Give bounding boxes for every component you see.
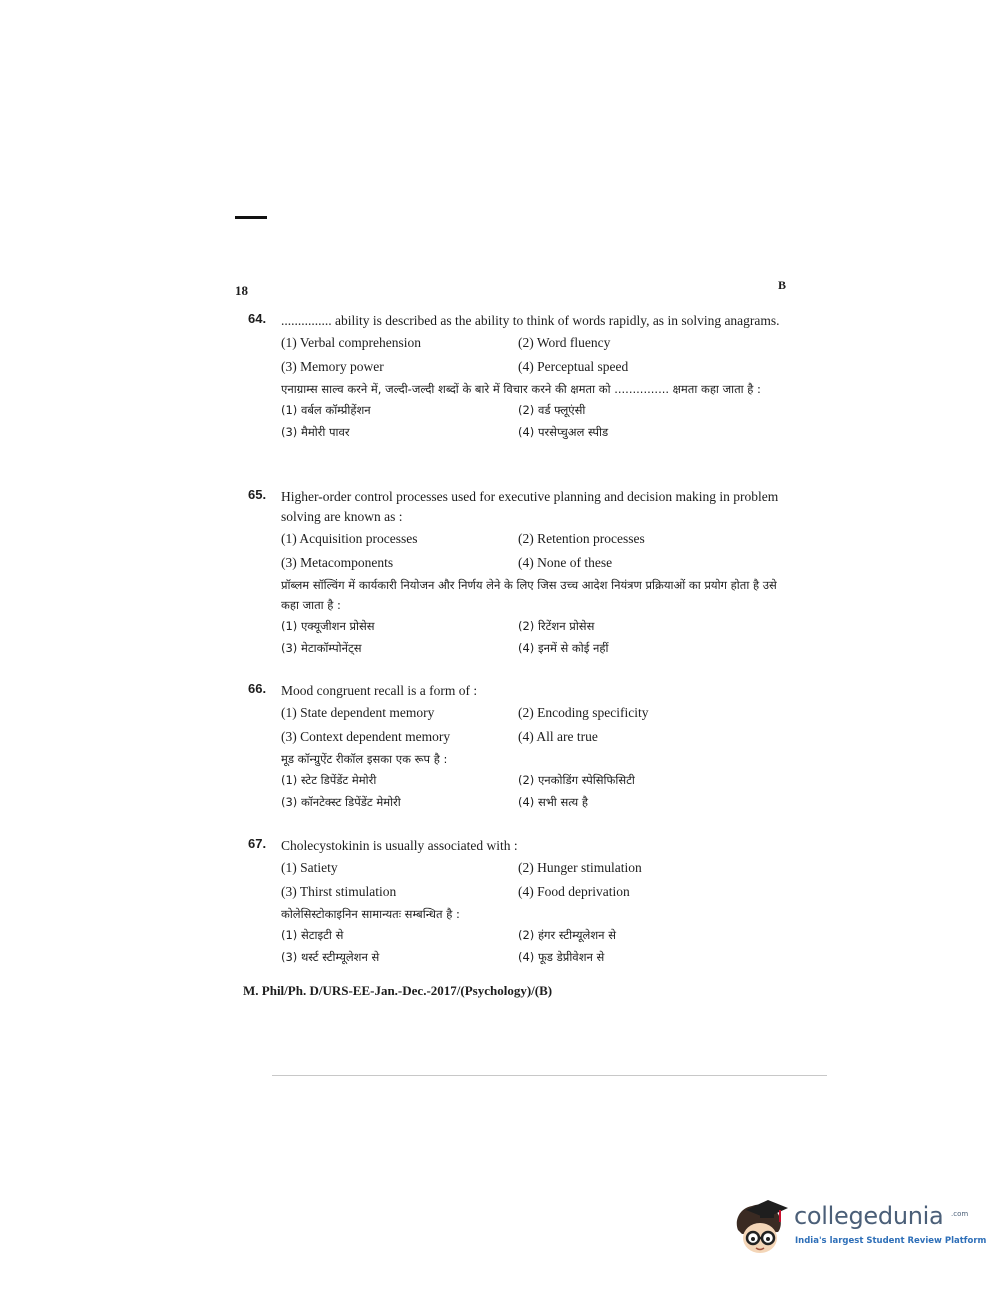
option-4: (4) Food deprivation <box>518 884 630 899</box>
option-2-hi: (2) हंगर स्टीम्यूलेशन से <box>518 928 616 942</box>
question-text-hi: मूड कॉन्ग्रुऐंट रीकॉल इसका एक रूप है : <box>281 752 448 766</box>
question-65 <box>248 487 788 659</box>
option-4-hi: (4) इनमें से कोई नहीं <box>518 641 609 655</box>
option-1: (1) Acquisition processes <box>281 531 418 546</box>
brand-domain-suffix: .com <box>951 1210 969 1218</box>
option-3-hi: (3) मैमोरी पावर <box>281 425 350 439</box>
question-text-hi: प्रॉब्लम सॉल्विंग में कार्यकारी नियोजन और निर्णय लेने के लिए जिस उच्च आदेश नियंत्रण प्रक्रियाओं का प्रयोग होता है उसे कहा जाता है : <box>281 578 777 612</box>
collegedunia-watermark <box>732 1196 987 1266</box>
question-64 <box>248 311 788 443</box>
options-en <box>281 701 788 749</box>
paper-code-footer: M. Phil/Ph. D/URS-EE-Jan.-Dec.-2017/(Psychology)/(B) <box>243 983 553 998</box>
brand-tagline: India's largest Student Review Platform <box>795 1236 987 1246</box>
options-hi <box>281 924 788 968</box>
option-1-hi: (1) स्टेट डिपेंडेंट मेमोरी <box>281 773 377 787</box>
option-3: (3) Memory power <box>281 359 384 374</box>
option-3: (3) Context dependent memory <box>281 729 451 744</box>
option-2-hi: (2) रिटेंशन प्रोसेस <box>518 619 595 633</box>
options-hi <box>281 399 788 443</box>
option-1-hi: (1) वर्बल कॉम्प्रीहेंशन <box>281 403 371 417</box>
option-1-hi: (1) एक्यूजीशन प्रोसेस <box>281 619 375 633</box>
question-text-en: Higher-order control processes used for executive planning and decision making in problem solving are known as : <box>281 489 779 524</box>
option-2: (2) Hunger stimulation <box>518 860 642 875</box>
option-2: (2) Word fluency <box>518 335 611 350</box>
top-rule <box>235 216 267 219</box>
bottom-rule <box>272 1075 827 1076</box>
student-mascot-icon <box>732 1196 790 1258</box>
option-2-hi: (2) एनकोडिंग स्पेसिफिसिटी <box>518 773 635 787</box>
question-text-en: Cholecystokinin is usually associated with : <box>281 838 518 853</box>
option-1-hi: (1) सेटाइटी से <box>281 928 344 942</box>
option-3: (3) Thirst stimulation <box>281 884 397 899</box>
question-text-hi: कोलेसिस्टोकाइनिन सामान्यतः सम्बन्धित है : <box>281 907 460 921</box>
set-code: B <box>778 278 787 292</box>
option-4: (4) None of these <box>518 555 613 570</box>
option-2-hi: (2) वर्ड फ्लूएंसी <box>518 403 586 417</box>
question-text-hi: एनाग्राम्स साल्व करने में, जल्दी-जल्दी शब्दों के बारे में विचार करने की क्षमता को ............... क्षमता कहा जाता है : <box>281 382 761 396</box>
question-number: 64. <box>248 311 267 326</box>
options-en <box>281 331 788 379</box>
option-3-hi: (3) कॉनटेक्स्ट डिपेंडेंट मेमोरी <box>281 795 401 809</box>
option-3-hi: (3) मेटाकॉम्पोनेंट्स <box>281 641 362 655</box>
option-4: (4) All are true <box>518 729 598 744</box>
options-hi <box>281 769 788 813</box>
question-67 <box>248 836 788 968</box>
question-number: 67. <box>248 836 267 851</box>
question-66 <box>248 681 788 813</box>
option-4: (4) Perceptual speed <box>518 359 629 374</box>
option-2: (2) Encoding specificity <box>518 705 649 720</box>
question-text-en: Mood congruent recall is a form of : <box>281 683 478 698</box>
option-1: (1) Satiety <box>281 860 338 875</box>
question-number: 66. <box>248 681 267 696</box>
option-1: (1) Verbal comprehension <box>281 335 421 350</box>
page-number: 18 <box>235 283 248 298</box>
option-1: (1) State dependent memory <box>281 705 435 720</box>
option-3-hi: (3) थर्स्ट स्टीम्यूलेशन से <box>281 950 380 964</box>
brand-name: collegedunia <box>794 1202 944 1230</box>
option-4-hi: (4) फूड डेप्रीवेशन से <box>518 950 605 964</box>
option-4-hi: (4) परसेप्चुअल स्पीड <box>518 425 609 439</box>
option-2: (2) Retention processes <box>518 531 645 546</box>
options-hi <box>281 615 788 659</box>
options-en <box>281 856 788 904</box>
question-text-en: ............... ability is described as the ability to think of words rapidly, as in solving anagrams. <box>281 313 780 328</box>
option-4-hi: (4) सभी सत्य है <box>518 795 588 809</box>
options-en <box>281 527 788 575</box>
option-3: (3) Metacomponents <box>281 555 394 570</box>
question-number: 65. <box>248 487 267 502</box>
